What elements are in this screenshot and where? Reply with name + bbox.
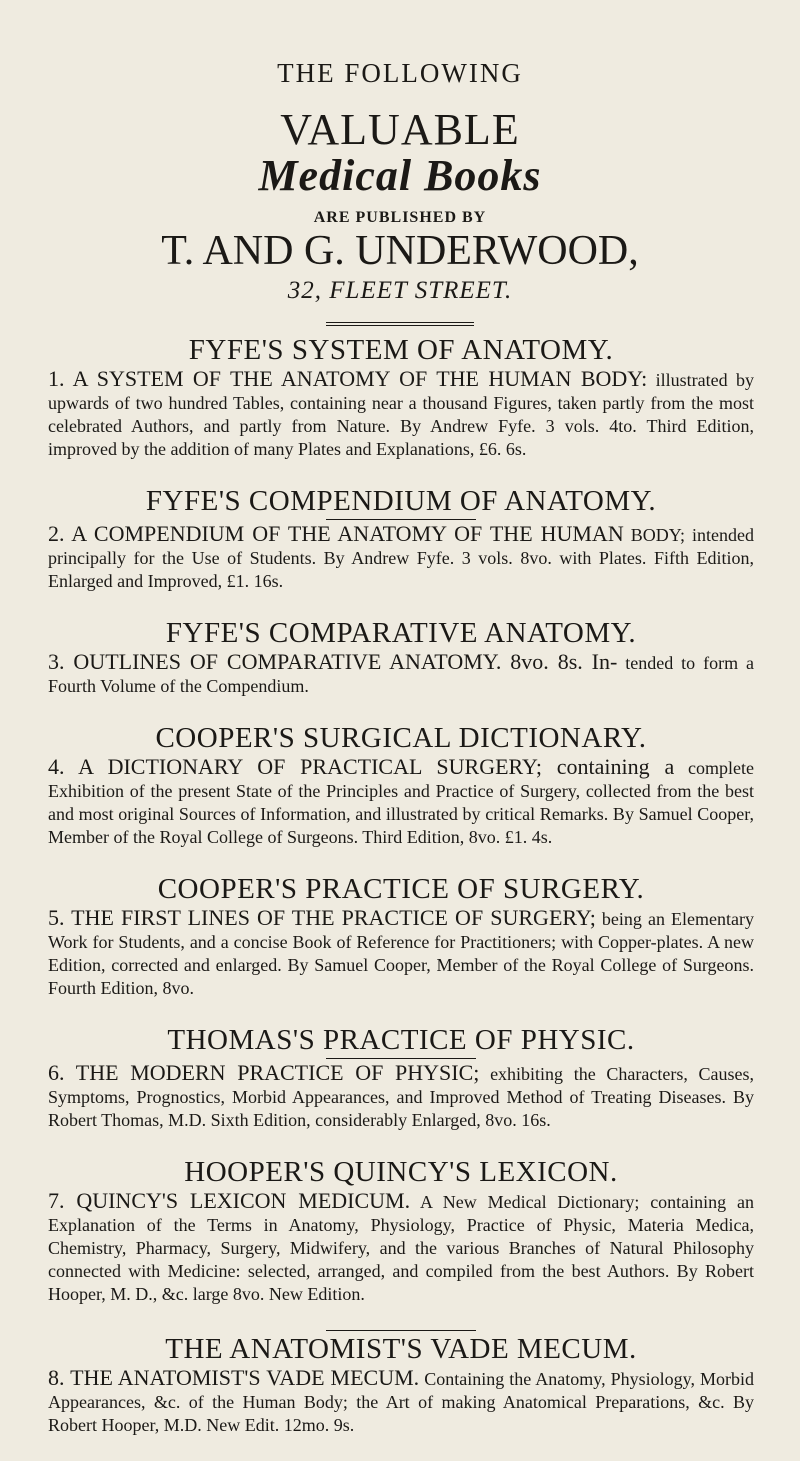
entry-lead: 7. QUINCY'S LEXICON MEDICUM. (48, 1188, 411, 1213)
entry-lead: 4. A DICTIONARY OF PRACTICAL SURGERY; containing a (48, 754, 675, 779)
entry-title: COOPER'S SURGICAL DICTIONARY. (155, 722, 647, 754)
entry-lead: 8. THE ANATOMIST'S VADE MECUM. (48, 1365, 420, 1390)
header-rule (326, 322, 474, 323)
address: 32, FLEET STREET. (287, 277, 513, 304)
entry-title: COOPER'S PRACTICE OF SURGERY. (157, 873, 645, 905)
entry-lead: 2. A COMPENDIUM OF THE ANATOMY OF THE HUMAN (48, 521, 624, 546)
entry-description (48, 1366, 754, 1437)
entry-title: FYFE'S COMPARATIVE ANATOMY. (165, 617, 637, 649)
entry-lead: 5. THE FIRST LINES OF THE PRACTICE OF SURGERY; (48, 905, 596, 930)
entry-title: FYFE'S SYSTEM OF ANATOMY. (188, 334, 614, 366)
entry-title: FYFE'S COMPENDIUM OF ANATOMY. (145, 485, 657, 517)
entry-description (48, 367, 754, 461)
entry-text: BODY; intended principally for the Use of Students. By Andrew Fyfe. 3 vols. 8vo. with Plates. Fifth Edition, Enlarged and Improved, £1. 16s. (48, 525, 754, 591)
catalogue-entry (48, 485, 754, 593)
entry-title: THE ANATOMIST'S VADE MECUM. (165, 1333, 637, 1365)
entry-text: A New Medical Dictionary; containing an Explanation of the Terms in Anatomy, Physiology, Practice of Physic, Materia Medica, Chemistry, Pharmacy, Surgery, Midwifery, and the various Branches of Natural Philosophy connected with Medicine: selected, arranged, and compiled from the best Authors. By Robert Hooper, M. D., &c. large 8vo. New Edition. (48, 1192, 754, 1304)
entry-text: Containing the Anatomy, Physiology, Morbid Appearances, &c. of the Human Body; the Art of making Anatomical Preparations, &c. By Robert Hooper, M.D. New Edit. 12mo. 9s. (48, 1369, 755, 1435)
catalogue-entry (48, 873, 754, 1000)
entry-text: complete Exhibition of the present State of the Principles and Practice of Surgery, collected from the best and most original Sources of Information, and illustrated by critical Remarks. By Samuel Cooper, Member of the Royal College of Surgeons. Third Edition, 8vo. £1. 4s. (48, 758, 754, 847)
header-line-2: VALUABLE (280, 105, 520, 154)
catalogue-entry (48, 334, 754, 461)
entry-rule (326, 1330, 476, 1331)
publisher: T. AND G. UNDERWOOD, (161, 228, 639, 274)
catalogue-list (48, 334, 754, 1461)
entry-description (48, 1061, 754, 1132)
entry-lead: 6. THE MODERN PRACTICE OF PHYSIC; (48, 1060, 480, 1085)
entry-description (48, 906, 754, 1000)
catalogue-entry (48, 1330, 754, 1437)
entry-text: illustrated by upwards of two hundred Tables, containing near a thousand Figures, taken partly from the most celebrated Authors, and partly from Nature. By Andrew Fyfe. 3 vols. 4to. Third Edition, improved by the addition of many Plates and Explanations, £6. 6s. (48, 370, 755, 459)
entry-title: HOOPER'S QUINCY'S LEXICON. (184, 1156, 618, 1188)
header-line-4: ARE PUBLISHED BY (313, 209, 487, 226)
catalogue-entry (48, 617, 754, 698)
entry-lead: 3. OUTLINES OF COMPARATIVE ANATOMY. 8vo. 8s. In- (48, 649, 618, 674)
header-rule-2 (326, 325, 474, 326)
entry-rule (326, 519, 476, 520)
catalogue-entry (48, 1156, 754, 1306)
catalogue-entry (48, 1024, 754, 1132)
header-line-3: Medical Books (258, 151, 542, 200)
entry-text: being an Elementary Work for Students, and a concise Book of Reference for Practitioners; with Copper-plates. A new Edition, corrected and enlarged. By Samuel Cooper, Member of the Royal College of Surgeons. Fourth Edition, 8vo. (48, 909, 754, 998)
entry-text: exhibiting the Characters, Causes, Symptoms, Prognostics, Morbid Appearances, and Improved Method of Treating Diseases. By Robert Thomas, M.D. Sixth Edition, considerably Enlarged, 8vo. 16s. (48, 1064, 755, 1130)
header-line-1: THE FOLLOWING (277, 58, 523, 88)
entry-title: THOMAS'S PRACTICE OF PHYSIC. (167, 1024, 635, 1056)
entry-description (48, 755, 754, 849)
entry-description (48, 522, 754, 593)
entry-description (48, 650, 754, 698)
entry-text: tended to form a Fourth Volume of the Compendium. (48, 653, 755, 696)
entry-rule (326, 1058, 476, 1059)
catalogue-entry (48, 722, 754, 849)
entry-description (48, 1189, 754, 1306)
entry-lead: 1. A SYSTEM OF THE ANATOMY OF THE HUMAN BODY: (48, 366, 648, 391)
